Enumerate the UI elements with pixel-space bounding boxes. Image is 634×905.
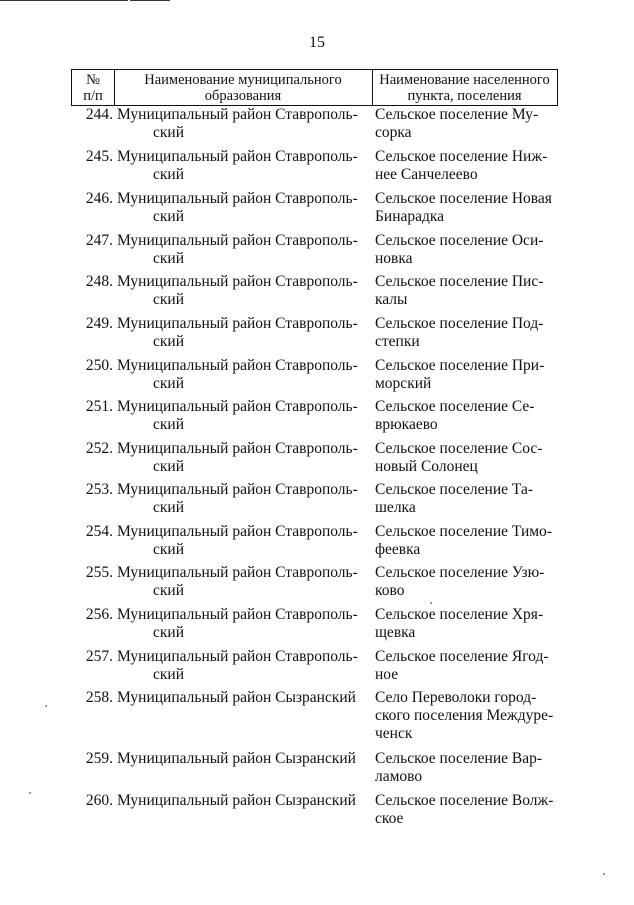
municipality-name (117, 357, 358, 393)
municipality-name (117, 606, 358, 642)
table-row (71, 523, 561, 559)
table-row (71, 564, 561, 600)
settlement-name (375, 315, 561, 351)
row-number: 246. (85, 190, 113, 207)
settlement-name-line: Сельское поселение Тимо- (375, 523, 552, 540)
municipality-name (117, 398, 358, 434)
municipality-name-line: Муниципальный район Сызранский (117, 689, 356, 706)
settlement-name-line: новый Солонец (375, 458, 478, 475)
table-row (71, 106, 561, 142)
municipality-name-line: ский (153, 582, 184, 599)
table-row (71, 792, 561, 828)
table-row (71, 273, 561, 309)
table-row (71, 190, 561, 226)
row-number: 244. (85, 106, 113, 123)
settlement-name-line: ково (375, 582, 405, 599)
row-number: 245. (85, 148, 113, 165)
municipality-name-line: Муниципальный район Сызранский (117, 750, 356, 767)
scan-edge-line (0, 0, 128, 1)
settlement-name (375, 190, 561, 226)
table-row (71, 648, 561, 684)
table-row (71, 398, 561, 434)
municipality-name-line: Муниципальный район Ставрополь- (117, 357, 358, 374)
row-number: 249. (85, 315, 113, 332)
municipality-name-line: Муниципальный район Ставрополь- (117, 232, 358, 249)
settlement-name-line: ламово (375, 768, 423, 785)
municipality-name-line: ский (153, 541, 184, 558)
settlement-name-line: новка (375, 250, 413, 267)
municipality-name-line: ский (153, 416, 184, 433)
settlement-name-line: ского поселения Междуре- (375, 707, 554, 724)
municipality-name (117, 106, 358, 142)
settlement-name-line: Сельское поселение Новая (375, 190, 552, 207)
settlement-name-line: ченск (375, 725, 413, 742)
settlement-name (375, 750, 561, 786)
municipality-name-line: ский (153, 333, 184, 350)
municipality-name (117, 689, 356, 707)
table-row (71, 481, 561, 517)
row-number: 258. (85, 689, 113, 706)
municipality-name-line: Муниципальный район Ставрополь- (117, 315, 358, 332)
table-row (71, 357, 561, 393)
settlement-name-line: феевка (375, 541, 421, 558)
scan-speck (29, 792, 31, 794)
settlement-name (375, 648, 561, 684)
settlement-name-line: Сельское поселение Ягод- (375, 648, 549, 665)
row-number: 257. (85, 648, 113, 665)
municipality-name (117, 232, 358, 268)
row-number: 251. (85, 398, 113, 415)
municipality-name-line: Муниципальный район Ставрополь- (117, 398, 358, 415)
municipality-name-line: ский (153, 166, 184, 183)
settlement-name (375, 148, 561, 184)
header-settlement-line: пункта, поселения (407, 87, 522, 104)
municipality-name-line: Муниципальный район Ставрополь- (117, 523, 358, 540)
municipality-name-line: Муниципальный район Ставрополь- (117, 190, 358, 207)
header-municipality-line: образования (204, 87, 282, 104)
settlement-name (375, 232, 561, 268)
municipality-name-line: Муниципальный район Ставрополь- (117, 148, 358, 165)
table-row (71, 606, 561, 642)
municipality-name (117, 273, 358, 309)
row-number: 254. (85, 523, 113, 540)
settlement-name-line: Сельское поселение Ниж- (375, 148, 548, 165)
settlement-name-line: Сельское поселение Се- (375, 398, 535, 415)
row-number: 255. (85, 564, 113, 581)
row-number: 253. (85, 481, 113, 498)
municipality-name (117, 315, 358, 351)
settlement-name-line: Сельское поселение Му- (375, 106, 539, 123)
settlement-name (375, 440, 561, 476)
scan-speck (45, 705, 47, 707)
municipality-name (117, 190, 358, 226)
table-row (71, 750, 561, 786)
municipality-name (117, 750, 356, 768)
settlement-name-line: Село Переволоки город- (375, 689, 537, 706)
header-number-cell (72, 70, 115, 105)
settlement-name (375, 398, 561, 434)
municipality-name-line: ский (153, 375, 184, 392)
header-municipality-cell (114, 70, 373, 105)
municipality-name-line: ский (153, 666, 184, 683)
municipality-name (117, 648, 358, 684)
municipality-name-line: Муниципальный район Сызранский (117, 792, 356, 809)
municipality-name-line: ский (153, 208, 184, 225)
header-settlement-line: Наименование населенного (379, 71, 550, 88)
table-row (71, 232, 561, 268)
municipality-name-line: ский (153, 124, 184, 141)
row-number: 259. (85, 750, 113, 767)
municipality-name-line: Муниципальный район Ставрополь- (117, 273, 358, 290)
settlement-name-line: морский (375, 375, 432, 392)
row-number: 252. (85, 440, 113, 457)
settlement-name (375, 606, 561, 642)
settlement-name-line: ное (375, 666, 399, 683)
header-number-line: п/п (83, 87, 103, 104)
settlement-name (375, 564, 561, 600)
table-row (71, 689, 561, 743)
settlement-name-line: сорка (375, 124, 412, 141)
municipality-name-line: ский (153, 624, 184, 641)
municipality-name-line: ский (153, 458, 184, 475)
settlement-name (375, 357, 561, 393)
municipality-name-line: ский (153, 250, 184, 267)
municipality-name-line: Муниципальный район Ставрополь- (117, 481, 358, 498)
settlement-name-line: Сельское поселение Волж- (375, 792, 554, 809)
settlement-name (375, 273, 561, 309)
municipality-name-line: ский (153, 291, 184, 308)
municipality-name-line: Муниципальный район Ставрополь- (117, 648, 358, 665)
settlement-name-line: Сельское поселение Оси- (375, 232, 544, 249)
settlement-name-line: Бинарадка (375, 208, 445, 225)
municipality-name (117, 148, 358, 184)
settlement-name-line: Сельское поселение При- (375, 357, 545, 374)
municipality-name (117, 440, 358, 476)
row-number: 247. (85, 232, 113, 249)
settlement-name-line: щевка (375, 624, 416, 641)
settlement-name-line: нее Санчелеево (375, 166, 478, 183)
scan-speck (430, 602, 432, 604)
row-number: 260. (85, 792, 113, 809)
table-row (71, 440, 561, 476)
municipality-name-line: Муниципальный район Ставрополь- (117, 564, 358, 581)
row-number: 250. (85, 357, 113, 374)
scan-speck (603, 873, 605, 875)
header-settlement-cell (372, 70, 557, 105)
settlement-name-line: Сельское поселение Узю- (375, 564, 545, 581)
municipality-name (117, 481, 358, 517)
settlement-name-line: Сельское поселение Под- (375, 315, 544, 332)
row-number: 256. (85, 606, 113, 623)
header-municipality-line: Наименование муниципального (144, 71, 342, 88)
scan-edge-line (130, 0, 170, 1)
settlement-name (375, 792, 561, 828)
settlement-name (375, 481, 561, 517)
settlement-name-line: ское (375, 810, 404, 827)
municipality-name (117, 792, 356, 810)
settlement-name-line: шелка (375, 499, 416, 516)
settlement-name (375, 106, 561, 142)
row-number: 248. (85, 273, 113, 290)
header-number-line: № (86, 71, 100, 88)
municipality-name (117, 564, 358, 600)
settlement-name-line: калы (375, 291, 408, 308)
settlement-name (375, 523, 561, 559)
settlement-name-line: Сельское поселение Вар- (375, 750, 542, 767)
municipality-name-line: Муниципальный район Ставрополь- (117, 440, 358, 457)
municipality-name (117, 523, 358, 559)
settlement-name-line: Сельское поселение Хря- (375, 606, 544, 623)
table-row (71, 315, 561, 351)
settlement-name-line: Сельское поселение Та- (375, 481, 533, 498)
settlement-name-line: степки (375, 333, 420, 350)
page-number: 15 (309, 34, 325, 51)
municipality-name-line: Муниципальный район Ставрополь- (117, 106, 358, 123)
settlement-name-line: врюкаево (375, 416, 438, 433)
municipality-name-line: ский (153, 499, 184, 516)
settlement-name-line: Сельское поселение Сос- (375, 440, 543, 457)
table-row (71, 148, 561, 184)
settlement-name (375, 689, 561, 743)
municipality-name-line: Муниципальный район Ставрополь- (117, 606, 358, 623)
settlement-name-line: Сельское поселение Пис- (375, 273, 544, 290)
table-header (71, 69, 558, 106)
